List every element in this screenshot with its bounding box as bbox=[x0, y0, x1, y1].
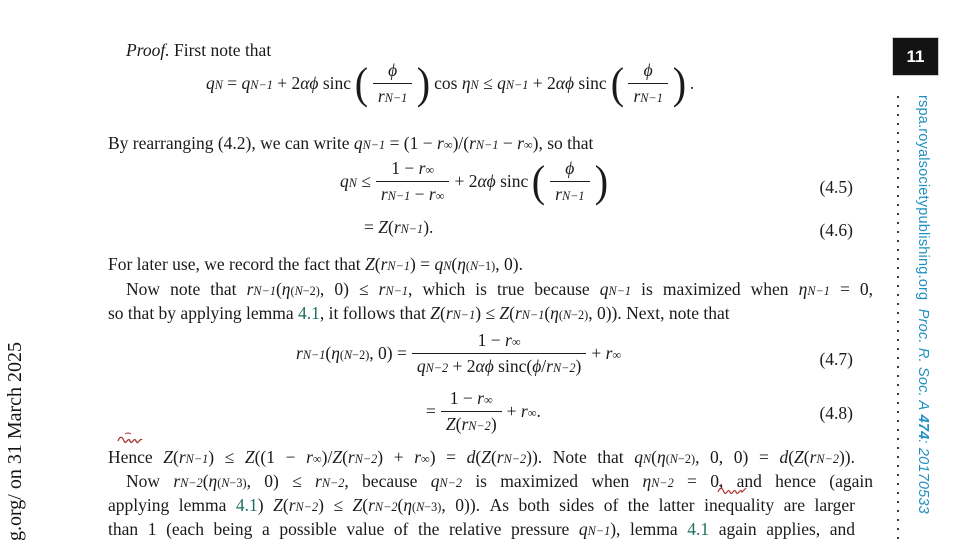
fraction-denominator: $Z(r_{N-2})$ bbox=[441, 411, 502, 435]
proof-opening-line bbox=[108, 38, 873, 62]
equation-number: (4.7) bbox=[819, 349, 853, 369]
fraction bbox=[550, 158, 589, 205]
lemma-ref-link[interactable]: 4.1 bbox=[235, 495, 258, 515]
page-number-box bbox=[893, 38, 938, 75]
lemma-ref-link[interactable]: 4.1 bbox=[298, 303, 320, 323]
fraction-numerator: $1 - r_\infty$ bbox=[391, 158, 435, 178]
download-stamp: g.org/ on 31 March 2025 bbox=[4, 341, 26, 541]
red-handwriting-annotation bbox=[116, 431, 144, 449]
journal-url[interactable]: rspa.royalsocietypublishing.org bbox=[915, 95, 931, 301]
fraction-denominator: $r_{N-1} - r_\infty$ bbox=[376, 181, 450, 205]
paragraph-line: Now $r_{N-2}(\eta^{(N-3)}$, $0) \le r_{N-2}$, because $q_{N-2}$ is maximized when $\eta_{N-2} = 0$, and hence (again bbox=[126, 471, 873, 491]
fraction-numerator: ϕ bbox=[643, 60, 653, 80]
big-close-paren: ) bbox=[594, 155, 608, 206]
fraction-denominator: $r_{N-1}$ bbox=[550, 181, 589, 205]
dotted-separator bbox=[897, 96, 899, 540]
equation-lhs: $r_{N-1}(\eta^{(N-2)}$, 0) = bbox=[296, 343, 407, 363]
equation-mid: + 2αϕ sinc bbox=[454, 171, 529, 191]
equation-rhs: + $r_\infty$ bbox=[591, 343, 622, 363]
fraction-numerator: ϕ bbox=[565, 158, 575, 178]
journal-sidebar bbox=[905, 95, 931, 545]
fraction bbox=[412, 330, 586, 377]
big-close-paren: ) bbox=[417, 57, 431, 108]
sidebar-spacer bbox=[917, 300, 931, 308]
lemma-ref-link[interactable]: 4.1 bbox=[687, 519, 710, 539]
fraction bbox=[628, 60, 667, 107]
article-body bbox=[108, 0, 873, 540]
fraction bbox=[373, 60, 412, 107]
paragraph-line: Hence $Z(r_{N-1}) \le Z((1 - r_\infty)/Z(r_{N-2}) + r_\infty) = d(Z(r_{N-2}))$. Note that $q_N(\eta^{(N-2)}$, 0, $0) = d(Z(r_{N-2}))$. bbox=[108, 447, 855, 467]
citation-journal: Proc. R. Soc. A bbox=[915, 308, 931, 411]
equation-rhs: + $r_\infty$. bbox=[506, 401, 541, 421]
fraction-denominator: $r_{N-1}$ bbox=[628, 83, 667, 107]
big-open-paren: ( bbox=[532, 155, 546, 206]
paragraph-line: so that by applying lemma 4.1, it follows that $Z(r_{N-1}) \le Z(r_{N-1}(\eta^{(N-2)}$, 0)). Next, note that bbox=[108, 303, 730, 323]
proof-label: Proof. bbox=[126, 40, 170, 60]
citation-id: : 20170533 bbox=[915, 439, 931, 514]
fraction-denominator: $r_{N-1}$ bbox=[373, 83, 412, 107]
equation-lhs: $q_N = q_{N-1} + 2\alpha\phi$ sinc bbox=[206, 73, 352, 93]
equation-4-7 bbox=[108, 330, 855, 388]
red-scribble-icon bbox=[716, 483, 748, 495]
equation-4-6 bbox=[108, 217, 855, 243]
fraction-numerator: $1 - r_\infty$ bbox=[477, 330, 521, 350]
red-handwriting-annotation bbox=[716, 482, 748, 500]
fraction bbox=[441, 388, 502, 435]
equation-mid: $\cos \eta_N \le q_{N-1} + 2\alpha\phi$ sinc bbox=[434, 73, 607, 93]
big-close-paren: ) bbox=[672, 57, 686, 108]
equation-number: (4.5) bbox=[819, 177, 853, 197]
equation-number: (4.6) bbox=[819, 220, 853, 240]
equation-number: (4.8) bbox=[819, 403, 853, 423]
paragraph-line: than 1 (each being a possible value of the relative pressure $q_{N-1}$), lemma 4.1 again applies, and bbox=[108, 519, 856, 539]
equation-unnumbered bbox=[108, 57, 855, 122]
paragraph-line: Now note that $r_{N-1}(\eta^{(N-2)}$, $0) \le r_{N-1}$, which is true because $q_{N-1}$ is maximized when $\eta_{N-1} = 0$, bbox=[126, 279, 873, 299]
fraction-denominator: $q_{N-2} + 2\alpha\phi$ $\sin c(\phi/r_{N-2})$ bbox=[412, 353, 586, 377]
equation-4-5 bbox=[108, 155, 855, 216]
equation-period: . bbox=[689, 73, 695, 93]
fraction-numerator: $1 - r_\infty$ bbox=[449, 388, 493, 408]
paragraph-line: applying lemma 4.1) $Z(r_{N-2}) \le Z(r_{N-2}(\eta^{(N-3)}$, 0)). As both sides of the latter inequality are larger bbox=[108, 495, 856, 515]
red-scribble-icon bbox=[116, 431, 144, 444]
big-open-paren: ( bbox=[610, 57, 624, 108]
citation-volume: 474 bbox=[915, 414, 931, 440]
fraction bbox=[376, 158, 450, 205]
equation-body: = $Z(r_{N-1})$. bbox=[364, 217, 434, 237]
equation-lhs: $q_N$ ≤ bbox=[340, 171, 371, 191]
equation-lhs: = bbox=[426, 401, 436, 421]
equation-4-8 bbox=[108, 388, 855, 438]
big-open-paren: ( bbox=[354, 57, 369, 108]
proof-intro-text: First note that bbox=[173, 40, 272, 60]
page-number: 11 bbox=[906, 46, 925, 66]
paragraph-line: By rearranging (4.2), we can write $q_{N-1} = (1 - r_\infty)/(r_{N-1} - r_\infty)$, so that bbox=[108, 133, 594, 153]
fraction-numerator: ϕ bbox=[388, 60, 398, 80]
paragraph-line: For later use, we record the fact that $Z(r_{N-1}) = q_N(\eta^{(N-1)}$, 0). bbox=[108, 254, 523, 274]
